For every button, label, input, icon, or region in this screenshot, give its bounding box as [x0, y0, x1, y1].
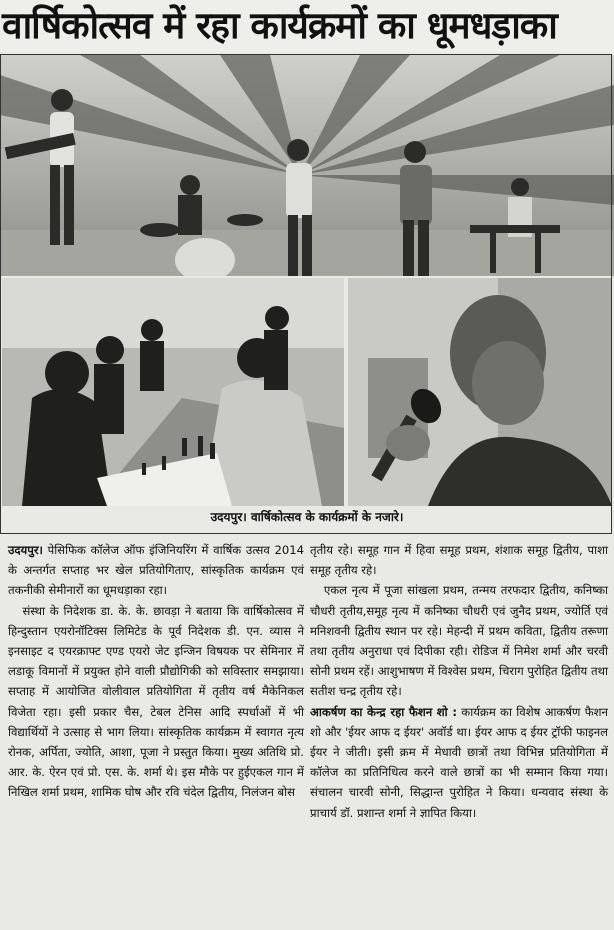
chess-competition-photo — [2, 278, 344, 506]
subheading: आकर्षण का केन्द्र रहा फैशन शो : — [310, 704, 457, 719]
paragraph-text: पेसिफिक कॉलेज ऑफ इंजिनियरिंग में वार्षिक उत्सव 2014 के अन्तर्गत सप्ताह भर खेल प्रतियोगिताए, सांस्कृतिक कार्यक्रम एवं तकनीकी सेमीनारों का धूमधड़ाका रहा। — [8, 543, 304, 598]
paragraph — [310, 580, 608, 701]
paragraph — [310, 540, 608, 580]
paragraph-text: एकल नृत्य में पूजा सांखला प्रथम, तन्मय तरफदार द्वितीय, कनिष्का चौधरी तृतीय,समूह नृत्य में कनिष्का चौधरी एवं जुनैद प्रथम, ज्योर्ति एवं मनिशवनी द्वितीय स्थान पर रहे। मेहन्दी में प्रथम कविता, द्वितीय तरूणा तथा तृतीय अनुराधा एवं दिपीका रही। रोडिज में निमेश शर्मा और चरवी सोनी प्रथम रहें। आशुभाषण में विश्वेस प्रथम, चिराग पुरोहित द्वितीय तथा सतीश चन्द्र तृतीय रहे। — [310, 583, 608, 699]
paragraph — [310, 702, 608, 823]
article-left-column — [8, 540, 304, 803]
photo-caption: उदयपुर। वार्षिकोत्सव के कार्यक्रमों के नजारे। — [210, 510, 404, 524]
paragraph-text: संस्था के निदेशक डा. के. के. छावड़ा ने बताया कि वार्षिकोत्सव में हिन्दुस्तान एयरोनॉटिक्स लिमिटेड के पूर्व निदेशक डी. एन. व्यास ने इनसाइट द एयरक्राफ्ट एण्ड एयरो जेट इन्जिन विषयक पर सेमिनार में लडाकू विमानों में प्रयुक्त होने वाली प्रौद्योगिकी को सविस्तार समझाया। सप्ताह में आयोजित वोलीवाल प्रतियोगिता में तृतीय वर्ष मैकेनिकल विजेता रहा। इसी प्रकार चैस, टेबल टेनिस आदि स्पर्धाओं में भी विद्यार्थियों ने उत्साह से भाग लिया। सांस्कृतिक कार्यक्रम में स्वागत नृत्य रोनक, अर्पिता, ज्योति, आशा, पूजा ने प्रस्तुत किया। मुख्य अतिथि प्रो. आर. के. ऐरन एवं प्रो. एस. के. शर्मा थे। इस मौके पर हुईएकल गान में निखिल शर्मा प्रथम, शामिक घोष और रवि चंदेल द्वितीय, निलंजन बोस — [8, 603, 304, 800]
paragraph — [8, 540, 304, 601]
paragraph-text: तृतीय रहे। समूह गान में हिवा समूह प्रथम, शंशाक समूह द्वितीय, पाशा समूह तृतीय रहे। — [310, 543, 608, 578]
band-performance-photo — [0, 55, 614, 276]
dateline: उदयपुर। — [8, 543, 43, 557]
paragraph — [8, 601, 304, 803]
speaker-with-microphone-photo — [348, 278, 612, 506]
paragraph-text: कार्यक्रम का विशेष आकर्षण फैशन शो और 'ईयर आफ द ईयर' अवॉर्ड था। ईयर आफ द ईयर ट्रॉफी फाइनल ईयर ने जीती। इसी क्रम में मेधावी छात्रों तथा विभिन्न प्रतियोगिता में कॉलेज का प्रतिनिधित्व करने वाले छात्रों का भी सम्मान किया गया। संचालन चारवी सोनी, सिद्धान्त पुरोहित ने किया। धन्यवाद संस्था के प्राचार्य डॉ. प्रशान्त शर्मा ने ज्ञापित किया। — [310, 704, 608, 820]
article-right-column — [310, 540, 608, 823]
headline: वार्षिकोत्सव में रहा कार्यक्रमों का धूमधड़ाका — [0, 0, 614, 52]
